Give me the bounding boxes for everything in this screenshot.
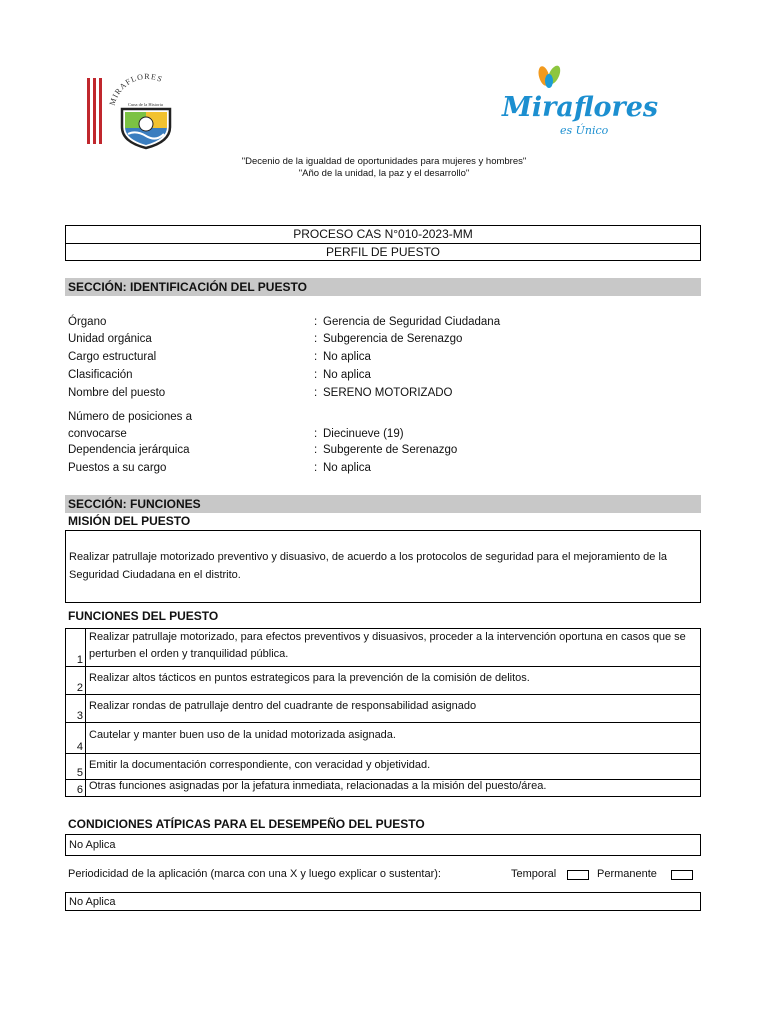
temporal-label: Temporal [511, 868, 557, 880]
funcion-number: 4 [66, 723, 86, 754]
section-heading-identificacion: SECCIÓN: IDENTIFICACIÓN DEL PUESTO [65, 278, 701, 296]
condiciones-box: No Aplica [65, 834, 701, 856]
svg-text:MIRAFLORES: MIRAFLORES [107, 72, 165, 107]
field-label: convocarse [68, 428, 127, 440]
mision-text: Realizar patrullaje motorizado preventivo y disuasivo, de acuerdo a los protocolos de seguridad para el mejoramiento de la Seguridad Ciudadana en el distrito. [69, 551, 668, 581]
proceso-title: PROCESO CAS N°010-2023-MM [293, 227, 473, 241]
field-colon: : [314, 316, 318, 328]
funcion-text: Emitir la documentación correspondiente, con veracidad y objetividad. [86, 754, 701, 780]
title-box [65, 225, 701, 261]
perfil-title: PERFIL DE PUESTO [66, 243, 700, 261]
table-row [66, 695, 701, 723]
funcion-number: 2 [66, 667, 86, 695]
section-heading-funciones: SECCIÓN: FUNCIONES [65, 495, 701, 513]
field-colon: : [314, 351, 318, 363]
funcion-number: 3 [66, 695, 86, 723]
funciones-heading: FUNCIONES DEL PUESTO [68, 609, 219, 623]
anio-text: "Año de la unidad, la paz y el desarrollo" [298, 168, 470, 179]
svg-text:es Único: es Único [560, 124, 609, 137]
table-row [66, 667, 701, 695]
field-colon: : [314, 387, 318, 399]
field-colon: : [314, 428, 318, 440]
table-row [66, 629, 701, 667]
mision-heading: MISIÓN DEL PUESTO [68, 514, 191, 528]
field-colon: : [314, 462, 318, 474]
field-label: Unidad orgánica [68, 333, 152, 345]
funcion-number: 6 [66, 780, 86, 797]
field-value: Gerencia de Seguridad Ciudadana [323, 316, 501, 328]
field-label: Órgano [68, 316, 107, 328]
funcion-text: Realizar rondas de patrullaje dentro del cuadrante de responsabilidad asignado [86, 695, 701, 723]
svg-text:Cuna de la Historia: Cuna de la Historia [128, 102, 163, 107]
svg-text:Miraflores: Miraflores [502, 92, 659, 123]
table-row [66, 780, 701, 797]
field-label: Dependencia jerárquica [68, 444, 190, 456]
field-value: Subgerencia de Serenazgo [323, 333, 463, 345]
field-value: Diecinueve (19) [323, 428, 404, 440]
field-value: Subgerente de Serenazgo [323, 444, 458, 456]
funcion-text: Cautelar y manter buen uso de la unidad motorizada asignada. [86, 723, 701, 754]
periodicidad-text: Periodicidad de la aplicación (marca con una X y luego explicar o sustentar): [68, 868, 441, 880]
miraflores-brand-logo [498, 62, 659, 144]
funciones-table [65, 628, 701, 797]
field-label: Clasificación [68, 369, 133, 381]
condiciones-heading: CONDICIONES ATÍPICAS PARA EL DESEMPEÑO DEL PUESTO [68, 817, 425, 831]
sustento-box: No Aplica [65, 892, 701, 911]
table-row [66, 754, 701, 780]
funcion-number: 5 [66, 754, 86, 780]
field-label: Número de posiciones a [68, 411, 193, 423]
mision-box [65, 530, 701, 603]
field-value: SERENO MOTORIZADO [323, 387, 453, 399]
funcion-number: 1 [66, 629, 86, 667]
funcion-text: Realizar patrullaje motorizado, para efectos preventivos y disuasivos, proceder a la intervención oportuna en casos que se perturben el orden y tranquilidad pública. [86, 629, 701, 667]
field-colon: : [314, 333, 318, 345]
permanente-checkbox[interactable] [671, 870, 693, 880]
field-label: Puestos a su cargo [68, 462, 167, 474]
funcion-text: Otras funciones asignadas por la jefatura inmediata, relacionadas a la misión del puesto/área. [86, 780, 701, 797]
permanente-label: Permanente [597, 868, 657, 880]
decenio-text: "Decenio de la igualdad de oportunidades para mujeres y hombres" [241, 156, 527, 167]
field-colon: : [314, 369, 318, 381]
field-label: Cargo estructural [68, 351, 157, 363]
field-label: Nombre del puesto [68, 387, 166, 399]
field-value: No aplica [323, 351, 371, 363]
field-value: No aplica [323, 369, 371, 381]
table-row [66, 723, 701, 754]
temporal-checkbox[interactable] [567, 870, 589, 880]
municipal-shield-logo [84, 72, 184, 150]
field-value: No aplica [323, 462, 371, 474]
header-mottos [0, 156, 768, 180]
funcion-text: Realizar altos tácticos en puntos estrategicos para la prevención de la comisión de delitos. [86, 667, 701, 695]
field-colon: : [314, 444, 318, 456]
